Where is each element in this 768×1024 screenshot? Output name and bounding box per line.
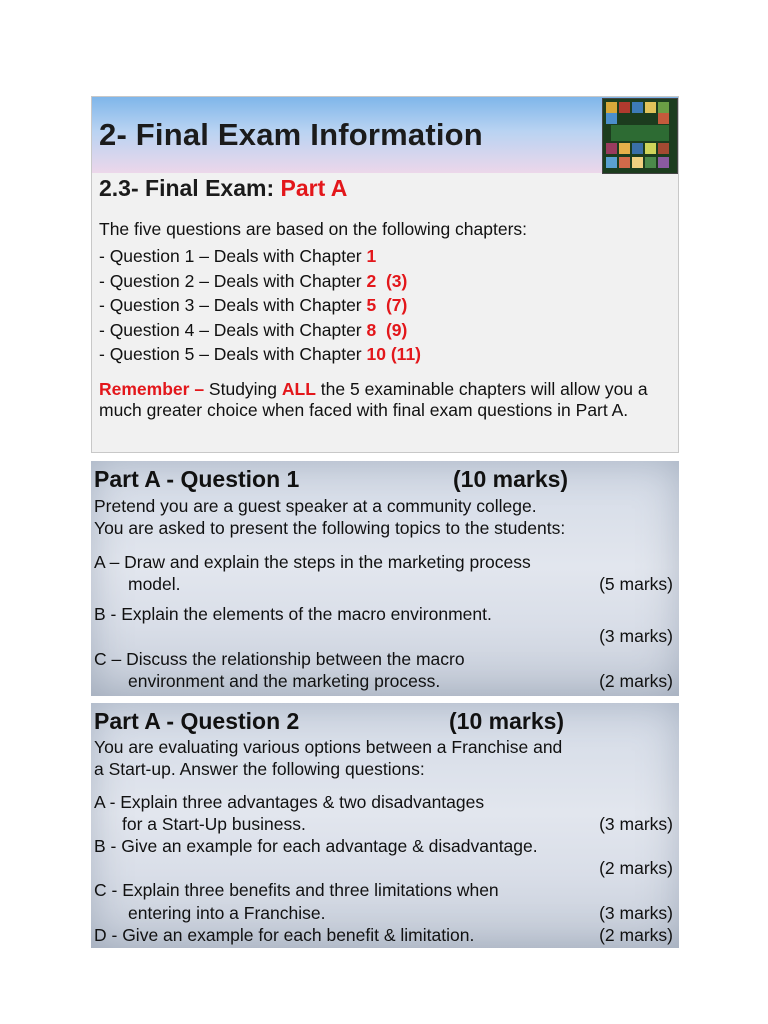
part-a-marks: (5 marks) xyxy=(599,574,673,594)
part-a-marks: (3 marks) xyxy=(599,814,673,834)
list-item xyxy=(99,269,421,294)
chapter-extra: (7) xyxy=(385,295,408,315)
chapter-number: 5 xyxy=(366,295,377,315)
list-item xyxy=(99,342,421,367)
part-b-text: B - Give an example for each advantage & disadvantage. xyxy=(94,836,538,856)
part-d-marks: (2 marks) xyxy=(599,925,673,945)
part-b-marks: (3 marks) xyxy=(599,626,673,646)
remember-text-1: Studying xyxy=(204,379,282,399)
part-a-text: A – Draw and explain the steps in the marketing process xyxy=(94,552,531,572)
chapter-number: 10 xyxy=(366,344,386,364)
final-exam-info-slide xyxy=(91,96,679,453)
question-text: - Question 4 – Deals with Chapter xyxy=(99,319,367,340)
intro-line: a Start-up. Answer the following questions: xyxy=(94,759,425,779)
question-intro xyxy=(94,736,679,780)
part-c-text: C – Discuss the relationship between the macro xyxy=(94,649,465,669)
chapter-number: 2 xyxy=(366,270,377,291)
question-1-slide xyxy=(91,461,679,696)
question-text: - Question 1 – Deals with Chapter xyxy=(99,246,367,266)
remember-all: ALL xyxy=(281,379,316,399)
chapters-intro: The five questions are based on the following chapters: xyxy=(99,219,528,239)
chapter-extra: (3) xyxy=(385,270,408,291)
question-total-marks: (10 marks) xyxy=(453,466,569,492)
subtitle-highlight: Part A xyxy=(280,175,348,201)
slide-subtitle xyxy=(99,175,347,202)
intro-line: Pretend you are a guest speaker at a community college. xyxy=(94,496,537,516)
part-c-text-cont: environment and the marketing process. xyxy=(128,671,441,691)
question-2-slide xyxy=(91,703,679,948)
slide-title: 2- Final Exam Information xyxy=(99,117,483,152)
question-chapter-list xyxy=(99,244,421,367)
list-item xyxy=(99,318,421,343)
part-c-marks: (3 marks) xyxy=(599,903,673,923)
question-text: - Question 3 – Deals with Chapter xyxy=(99,295,367,315)
question-text: - Question 5 – Deals with Chapter xyxy=(99,344,367,364)
part-a-text-cont: model. xyxy=(128,574,181,594)
part-a-text-cont: for a Start-Up business. xyxy=(122,814,306,834)
question-heading: Part A - Question 1 xyxy=(94,466,300,492)
remember-label: Remember – xyxy=(99,379,205,399)
question-text: - Question 2 – Deals with Chapter xyxy=(99,270,367,291)
part-a-text: A - Explain three advantages & two disadvantages xyxy=(94,792,485,812)
remember-text-2: the 5 examinable chapters will allow you a much greater choice when faced with final exam questions in Part A. xyxy=(99,379,648,420)
textbook-cover-image xyxy=(602,98,678,174)
intro-line: You are evaluating various options between a Franchise and xyxy=(94,737,563,757)
part-b-marks: (2 marks) xyxy=(599,858,673,878)
question-total-marks: (10 marks) xyxy=(449,708,565,734)
part-c-text: C - Explain three benefits and three limitations when xyxy=(94,880,499,900)
question-heading: Part A - Question 2 xyxy=(94,708,300,734)
part-c-marks: (2 marks) xyxy=(599,671,673,691)
list-item xyxy=(99,244,421,269)
list-item xyxy=(99,293,421,318)
subtitle-prefix: 2.3- Final Exam: xyxy=(99,175,281,201)
intro-line: You are asked to present the following topics to the students: xyxy=(94,518,566,538)
part-d-text: D - Give an example for each benefit & limitation. xyxy=(94,925,475,945)
part-c-text-cont: entering into a Franchise. xyxy=(128,903,326,923)
question-intro xyxy=(94,495,679,539)
remember-note xyxy=(99,379,674,421)
part-b-text: B - Explain the elements of the macro environment. xyxy=(94,604,492,624)
chapter-extra: (11) xyxy=(390,344,421,364)
chapter-number: 1 xyxy=(366,246,377,266)
chapter-number: 8 xyxy=(366,319,377,340)
chapter-extra: (9) xyxy=(385,319,408,340)
